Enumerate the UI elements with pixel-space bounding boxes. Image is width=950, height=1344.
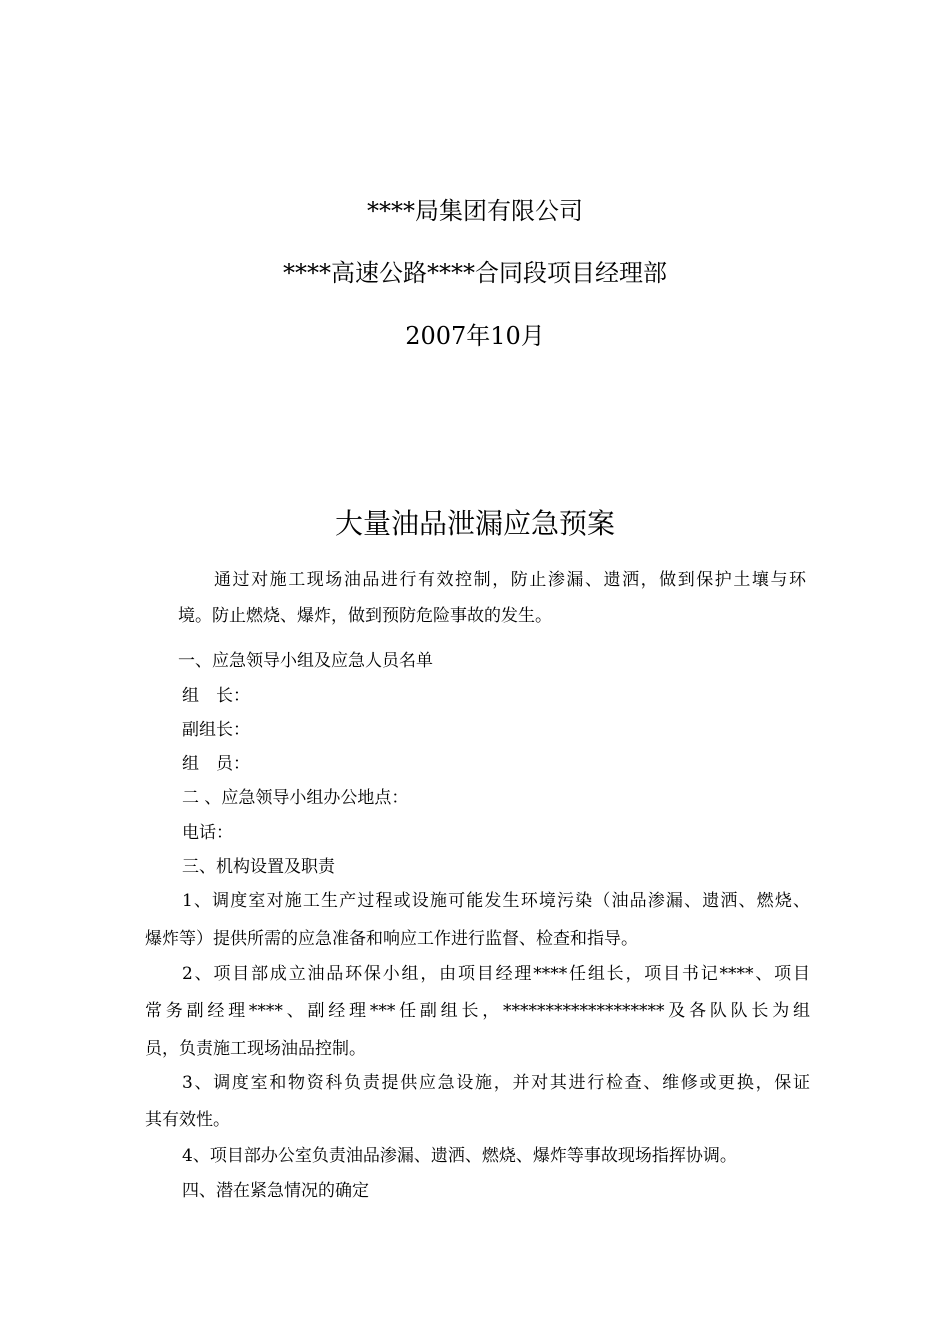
item-1-line-1: 1、调度室对施工生产过程或设施可能发生环境污染（油品渗漏、遗洒、燃烧、 <box>182 891 810 911</box>
intro-line-2: 境。防止燃烧、爆炸，做到预防危险事故的发生。 <box>178 606 552 626</box>
document-title: 大量油品泄漏应急预案 <box>334 507 615 540</box>
item-2-line-1: 2、项目部成立油品环保小组，由项目经理****任组长，项目书记****、项目 <box>182 964 810 984</box>
item-3-line-1: 3、调度室和物资科负责提供应急设施，并对其进行检查、维修或更换，保证 <box>182 1073 810 1093</box>
item-2-line-3: 员，负责施工现场油品控制。 <box>145 1039 366 1059</box>
item-1-line-2: 爆炸等）提供所需的应急准备和响应工作进行监督、检查和指导。 <box>145 929 638 949</box>
intro-line-1: 通过对施工现场油品进行有效控制，防止渗漏、遗洒，做到保护土壤与环 <box>214 570 806 590</box>
section-4-heading: 四、潜在紧急情况的确定 <box>182 1181 369 1201</box>
item-2-line-2: 常务副经理****、副经理***任副组长，*******************及各队队长为组 <box>145 1001 810 1021</box>
deputy-leader-field: 副组长： <box>182 720 250 740</box>
phone-field: 电话： <box>182 823 233 843</box>
item-4-line-1: 4、项目部办公室负责油品渗漏、遗洒、燃烧、爆炸等事故现场指挥协调。 <box>182 1146 737 1166</box>
cover-company: ****局集团有限公司 <box>367 197 583 225</box>
item-3-line-2: 其有效性。 <box>145 1110 230 1130</box>
cover-department: ****高速公路****合同段项目经理部 <box>283 259 667 287</box>
members-field: 组 员： <box>182 754 250 774</box>
leader-field: 组 长： <box>182 686 250 706</box>
section-1-heading: 一、应急领导小组及应急人员名单 <box>178 651 433 671</box>
cover-date: 2007年10月 <box>405 322 545 350</box>
section-2-heading: 二 、应急领导小组办公地点： <box>182 788 409 808</box>
section-3-heading: 三、机构设置及职责 <box>182 857 335 877</box>
